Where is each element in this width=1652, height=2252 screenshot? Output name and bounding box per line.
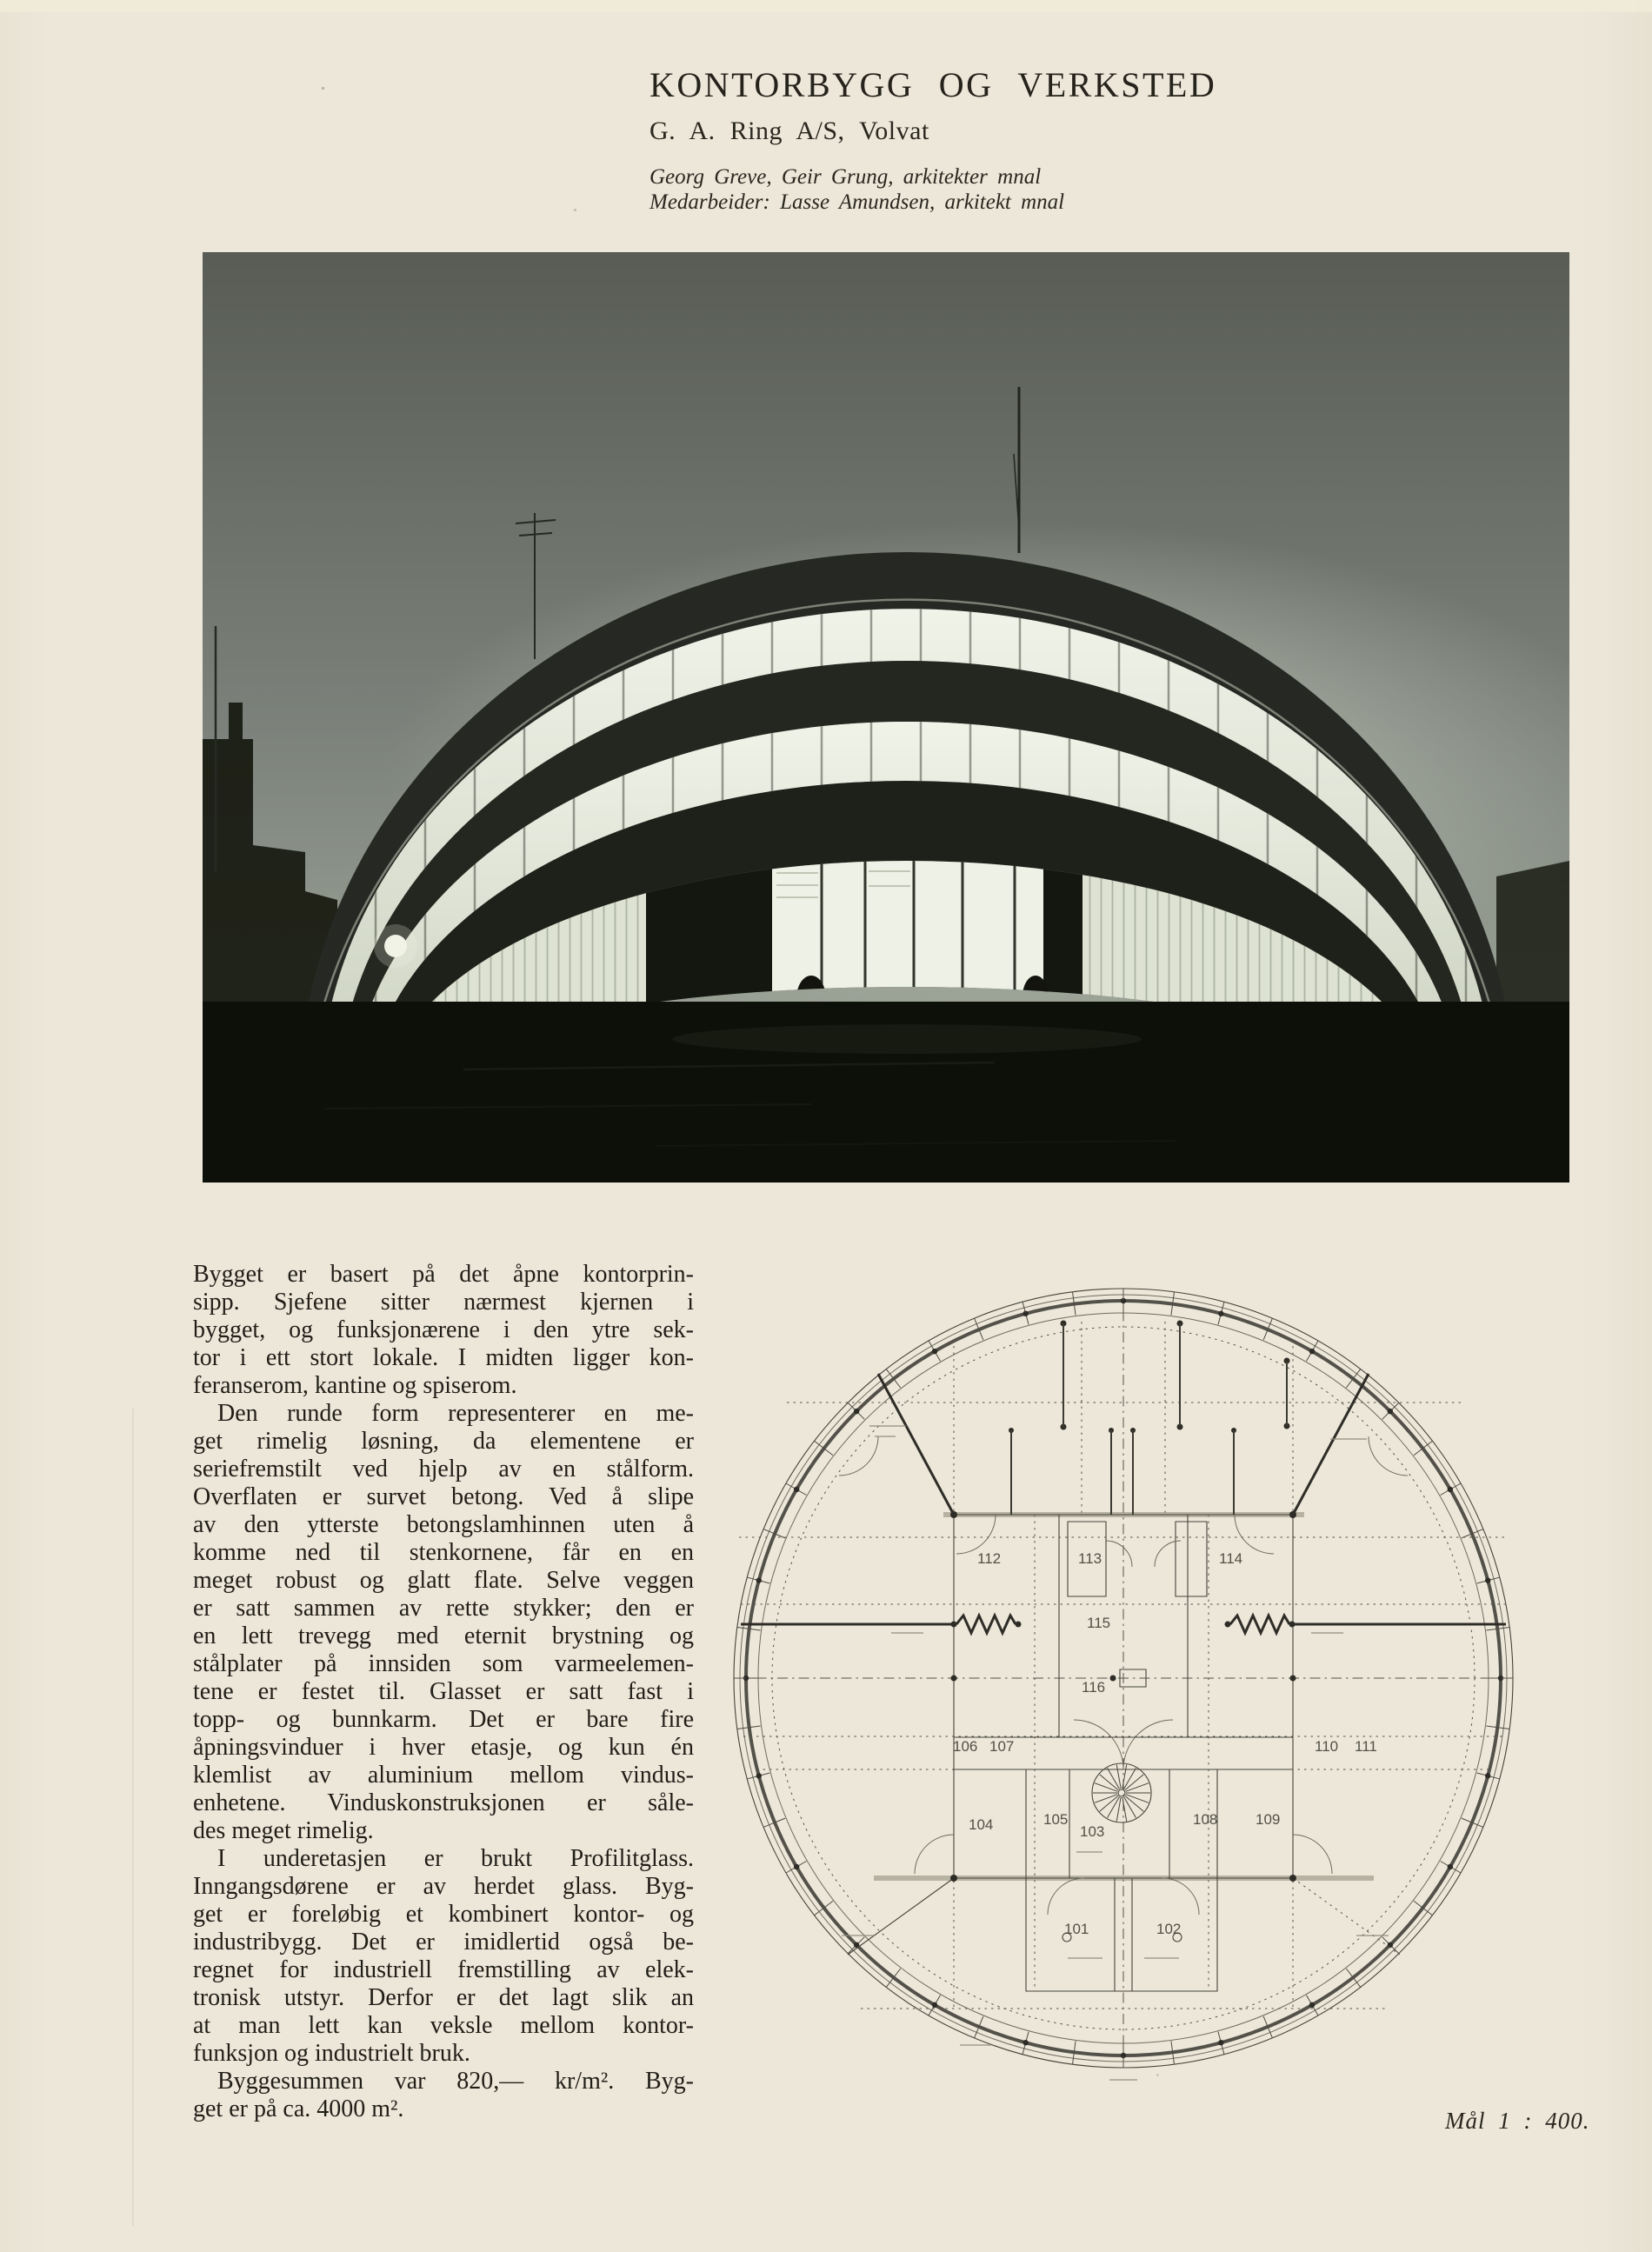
body-line: klemlist av aluminium mellom vindus- — [193, 1762, 694, 1789]
body-line: stålplater på innsiden som varmeelemen- — [193, 1650, 694, 1677]
photo-ground — [203, 1002, 1569, 1183]
body-line: Inngangsdørene er av herdet glass. Byg- — [193, 1873, 694, 1900]
plan-room-label: 113 — [1078, 1550, 1102, 1567]
body-paragraph — [193, 1400, 694, 1845]
body-paragraph — [193, 1261, 694, 1400]
body-line: feranserom, kantine og spiserom. — [193, 1372, 517, 1399]
plan-room-label: 106 — [953, 1738, 978, 1755]
floor-plan-art — [696, 1252, 1600, 2122]
credit-line: Georg Greve, Geir Grung, arkitekter mnal — [649, 165, 1042, 189]
body-line: Bygget er basert på det åpne kontorprin- — [193, 1261, 694, 1288]
plan-service-stubs — [1011, 1323, 1287, 1515]
body-line: get rimelig løsning, da elementene er — [193, 1428, 694, 1455]
scale-note: Mål 1 : 400. — [1445, 2108, 1590, 2134]
body-line: I underetasjen er brukt Profilitglass. — [217, 1845, 694, 1872]
body-line: tronisk utstyr. Derfor er det lagt slik an — [193, 1984, 694, 2011]
body-line: Den runde form representerer en me- — [217, 1400, 694, 1427]
plan-room-label: 112 — [977, 1550, 1002, 1567]
body-line: bygget, og funksjonærene i den ytre sek- — [193, 1316, 694, 1343]
body-line: Byggesummen var 820,— kr/m². Byg- — [217, 2068, 694, 2095]
body-line: av den ytterste betongslamhinnen uten å — [193, 1511, 694, 1538]
credit-line: Medarbeider: Lasse Amundsen, arkitekt mnal — [649, 190, 1065, 214]
body-line: meget robust og glatt flate. Selve veggen — [193, 1567, 694, 1594]
plan-room-label: 116 — [1082, 1679, 1106, 1696]
plan-room-label: 110 — [1315, 1738, 1339, 1755]
article-title: KONTORBYGG OG VERKSTED — [649, 65, 1217, 104]
plan-room-label: 114 — [1219, 1550, 1243, 1567]
plan-room-label: 104 — [969, 1816, 994, 1833]
body-line: regnet for industriell fremstilling av elek- — [193, 1956, 694, 1983]
body-paragraph — [193, 1845, 694, 2068]
plan-room-label: 115 — [1087, 1615, 1111, 1631]
body-line: åpningsvinduer i hver etasje, og kun én — [193, 1734, 694, 1761]
body-line: tene er festet til. Glasset er satt fast i — [193, 1678, 694, 1705]
body-paragraph — [193, 2068, 694, 2123]
entrance-lamp — [374, 924, 417, 968]
body-line: at man lett kan veksle mellom kontor- — [193, 2012, 694, 2039]
floor-plan-drawing — [696, 1252, 1600, 2122]
article-credits — [649, 164, 1064, 215]
spiral-stair — [1092, 1763, 1151, 1822]
body-line: topp- og bunnkarm. Det er bare fire — [193, 1706, 694, 1733]
plan-room-label: 108 — [1193, 1811, 1218, 1828]
plan-room-label: 101 — [1064, 1921, 1089, 1937]
plan-room-label: 109 — [1256, 1811, 1281, 1828]
body-line: Overflaten er survet betong. Ved å slipe — [193, 1483, 694, 1510]
plan-room-label: 105 — [1043, 1811, 1069, 1828]
building-photo-art — [203, 252, 1569, 1183]
body-line: tor i ett stort lokale. I midten ligger kon- — [193, 1344, 694, 1371]
body-line: komme ned til stenkornene, får en en — [193, 1539, 694, 1566]
body-line: funksjon og industrielt bruk. — [193, 2040, 470, 2067]
article-body — [193, 1261, 694, 2123]
body-line: enhetene. Vinduskonstruksjonen er såle- — [193, 1789, 694, 1816]
body-line: seriefremstilt ved hjelp av en stålform. — [193, 1456, 694, 1482]
plan-room-label: 111 — [1355, 1738, 1377, 1755]
body-line: er satt sammen av rette stykker; den er — [193, 1595, 694, 1622]
body-line: get er på ca. 4000 m². — [193, 2095, 404, 2122]
article-client: G. A. Ring A/S, Volvat — [649, 117, 929, 145]
body-line: sipp. Sjefene sitter nærmest kjernen i — [193, 1289, 694, 1316]
body-line: get er foreløbig et kombinert kontor- og — [193, 1901, 694, 1928]
body-line: en lett trevegg med eternit brystning og — [193, 1622, 694, 1649]
paper-specks — [322, 87, 324, 90]
building-photo — [203, 252, 1569, 1183]
body-line: des meget rimelig. — [193, 1817, 374, 1844]
plan-room-label: 107 — [989, 1738, 1015, 1755]
plan-room-label: 102 — [1156, 1921, 1182, 1937]
scan-crease — [132, 1409, 134, 2226]
plan-room-label: 103 — [1080, 1823, 1105, 1840]
body-line: industribygg. Det er imidlertid også be- — [193, 1929, 694, 1956]
